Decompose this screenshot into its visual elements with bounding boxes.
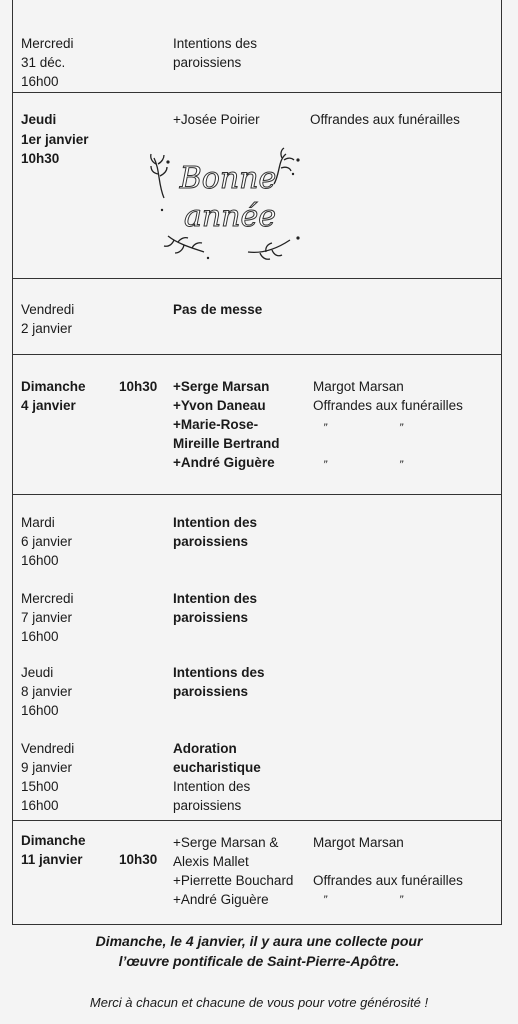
adoration-line2: eucharistique: [173, 760, 261, 775]
day: Dimanche: [21, 379, 86, 394]
day: Mercredi: [21, 36, 74, 51]
person-3: +Marie-Rose-: [173, 417, 259, 432]
ditto-mark: ”: [399, 421, 403, 435]
note-2: Offrandes aux funérailles: [313, 873, 463, 888]
schedule-table: [12, 0, 502, 925]
person-3: +André Giguère: [173, 892, 269, 907]
note-2: Offrandes aux funérailles: [313, 398, 463, 413]
intention-line2: paroissiens: [173, 55, 242, 70]
ditto-mark: ”: [399, 458, 403, 472]
intention: Intention des: [173, 779, 251, 794]
time: 16h00: [21, 553, 59, 568]
date: 31 déc.: [21, 55, 66, 70]
time-2: 16h00: [21, 798, 59, 813]
row-vendredi-2: [13, 278, 501, 354]
intention: Intentions des: [173, 665, 265, 680]
time-1: 15h00: [21, 779, 59, 794]
ditto-mark: ”: [323, 421, 327, 435]
ditto-mark: ”: [323, 458, 327, 472]
day: Jeudi: [21, 665, 54, 680]
time: 10h30: [119, 379, 158, 394]
date: 6 janvier: [21, 534, 73, 549]
greeting-line2: année: [183, 199, 277, 234]
day: Mercredi: [21, 591, 74, 606]
person: +Josée Poirier: [173, 112, 260, 127]
greeting-line1: Bonne: [179, 161, 277, 196]
intention-line2: paroissiens: [173, 534, 249, 549]
day: Vendredi: [21, 302, 75, 317]
person-1: +Serge Marsan &: [173, 835, 279, 850]
day: Mardi: [21, 515, 55, 530]
person-1: +Serge Marsan: [173, 379, 270, 394]
ditto-mark: ”: [399, 893, 403, 907]
row-dimanche-4: [13, 354, 501, 494]
collecte-line2: l’œuvre pontificale de Saint-Pierre-Apôtre.: [118, 953, 400, 969]
collecte-notice: [0, 931, 518, 971]
time: 16h00: [21, 703, 59, 718]
day: Vendredi: [21, 741, 75, 756]
collecte-line1: Dimanche, le 4 janvier, il y aura une collecte pour: [95, 933, 423, 949]
date: 2 janvier: [21, 321, 73, 336]
day: Dimanche: [21, 833, 86, 848]
ditto-mark: ”: [323, 893, 327, 907]
row-weekdays: [13, 494, 501, 820]
date: 1er janvier: [21, 132, 89, 147]
time: 10h30: [119, 852, 158, 867]
thank-you-note: Merci à chacun et chacune de vous pour votre générosité !: [89, 995, 429, 1010]
intention: Intention des: [173, 591, 257, 606]
person-2: +Pierrette Bouchard: [173, 873, 294, 888]
time: 16h00: [21, 629, 59, 644]
person-3-line2: Mireille Bertrand: [173, 436, 280, 451]
date: 8 janvier: [21, 684, 73, 699]
intention-line2: paroissiens: [173, 798, 242, 813]
person-2: +Yvon Daneau: [173, 398, 266, 413]
date: 4 janvier: [21, 398, 76, 413]
note-1: Margot Marsan: [313, 379, 404, 394]
person-4: +André Giguère: [173, 455, 275, 470]
intention-line2: paroissiens: [173, 610, 249, 625]
date: 7 janvier: [21, 610, 73, 625]
no-mass-text: Pas de messe: [173, 302, 263, 317]
intention-line2: paroissiens: [173, 684, 249, 699]
note-1: Margot Marsan: [313, 835, 404, 850]
intention: Intention des: [173, 515, 257, 530]
note: Offrandes aux funérailles: [310, 112, 460, 127]
intention: Intentions des: [173, 36, 258, 51]
day: Jeudi: [21, 112, 57, 127]
person-1-line2: Alexis Mallet: [173, 854, 249, 869]
bonne-annee-illustration: [148, 140, 308, 268]
row-dimanche-11: [13, 820, 501, 925]
date: 11 janvier: [21, 852, 83, 867]
row-mercredi-31: [13, 0, 501, 92]
adoration: Adoration: [173, 741, 237, 756]
time: 10h30: [21, 151, 60, 166]
date: 9 janvier: [21, 760, 73, 775]
time: 16h00: [21, 74, 59, 89]
